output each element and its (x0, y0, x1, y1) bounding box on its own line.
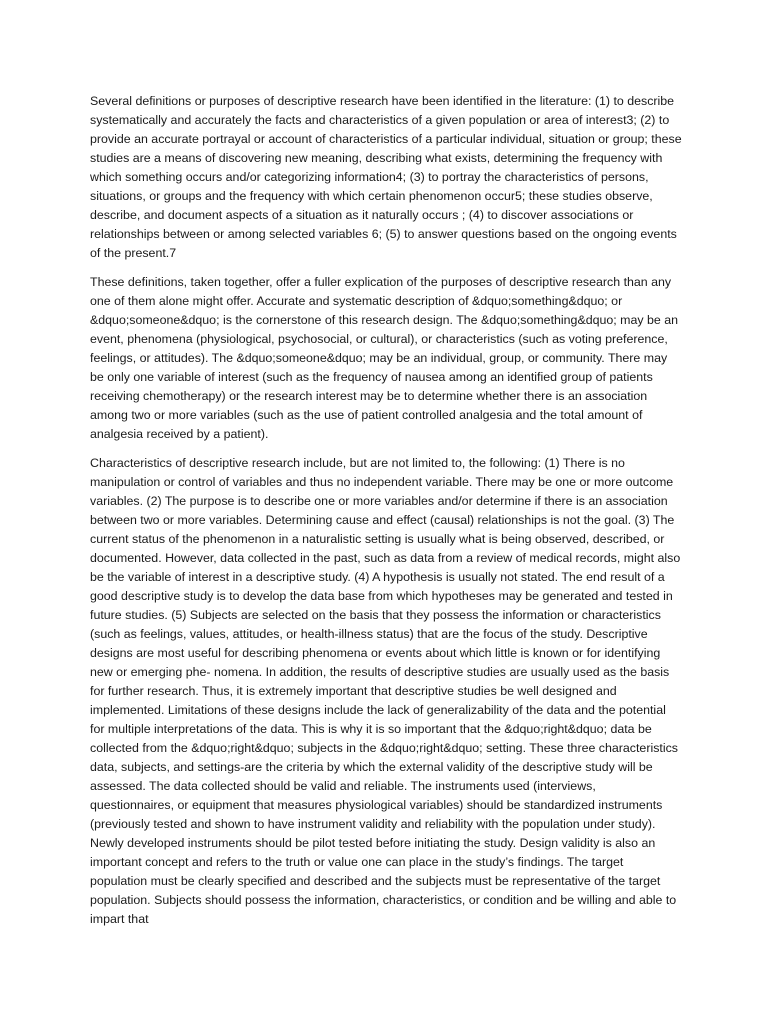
paragraph-characteristics: Characteristics of descriptive research include, but are not limited to, the following: (1) There is no manipulation or control of variables and thus no independent variable. There may be one or more outcome variables. (2) The purpose is to describe one or more variables and/or determine if there is an association between two or more variables. Determining cause and effect (causal) relationships is not the goal. (3) The current status of the phenomenon in a naturalistic setting is usually what is being observed, described, or documented. However, data collected in the past, such as data from a review of medical records, might also be the variable of interest in a descriptive study. (4) A hypothesis is usually not stated. The end result of a good descriptive study is to develop the data base from which hypotheses may be generated and tested in future studies. (5) Subjects are selected on the basis that they possess the information or characteristics (such as feelings, values, attitudes, or health-illness status) that are the focus of the study. Descriptive designs are most useful for describing phenomena or events about which little is known or for identifying new or emerging phe- nomena. In addition, the results of descriptive studies are usually used as the basis for further research. Thus, it is extremely important that descriptive studies be well designed and implemented. Limitations of these designs include the lack of generalizability of the data and the potential for multiple interpretations of the data. This is why it is so important that the &dquo;right&dquo; data be collected from the &dquo;right&dquo; subjects in the &dquo;right&dquo; setting. These three characteristics data, subjects, and settings-are the criteria by which the external validity of the descriptive study will be assessed. The data collected should be valid and reliable. The instruments used (interviews, questionnaires, or equipment that measures physiological variables) should be standardized instruments (previously tested and shown to have instrument validity and reliability with the population under study). Newly developed instruments should be pilot tested before initiating the study. Design validity is also an important concept and refers to the truth or value one can place in the study’s findings. The target population must be clearly specified and described and the subjects must be representative of the target population. Subjects should possess the information, characteristics, or condition and be willing and able to impart that (90, 456, 681, 926)
paragraph-definitions: These definitions, taken together, offer a fuller explication of the purposes of descriptive research than any one of them alone might offer. Accurate and systematic description of &dquo;something&dquo; or &dquo;someone&dquo; is the cornerstone of this research design. The &dquo;something&dquo; may be an event, phenomena (physiological, psychosocial, or cultural), or characteristics (such as voting preference, feelings, or attitudes). The &dquo;someone&dquo; may be an individual, group, or community. There may be only one variable of interest (such as the frequency of nausea among an identified group of patients receiving chemotherapy) or the research interest may be to determine whether there is an association among two or more variables (such as the use of patient controlled analgesia and the total amount of analgesia received by a patient). (90, 275, 679, 441)
document-body (90, 92, 682, 939)
paragraph-purposes: Several definitions or purposes of descriptive research have been identified in the literature: (1) to describe systematically and accurately the facts and characteristics of a given population or area of interest3; (2) to provide an accurate portrayal or account of characteristics of a particular individual, situation or group; these studies are a means of discovering new meaning, describing what exists, determining the frequency with which something occurs and/or categorizing information4; (3) to portray the characteristics of persons, situations, or groups and the frequency with which certain phenomenon occur5; these studies observe, describe, and document aspects of a situation as it naturally occurs ; (4) to discover associations or relationships between or among selected variables 6; (5) to answer questions based on the ongoing events of the present.7 (90, 94, 682, 260)
